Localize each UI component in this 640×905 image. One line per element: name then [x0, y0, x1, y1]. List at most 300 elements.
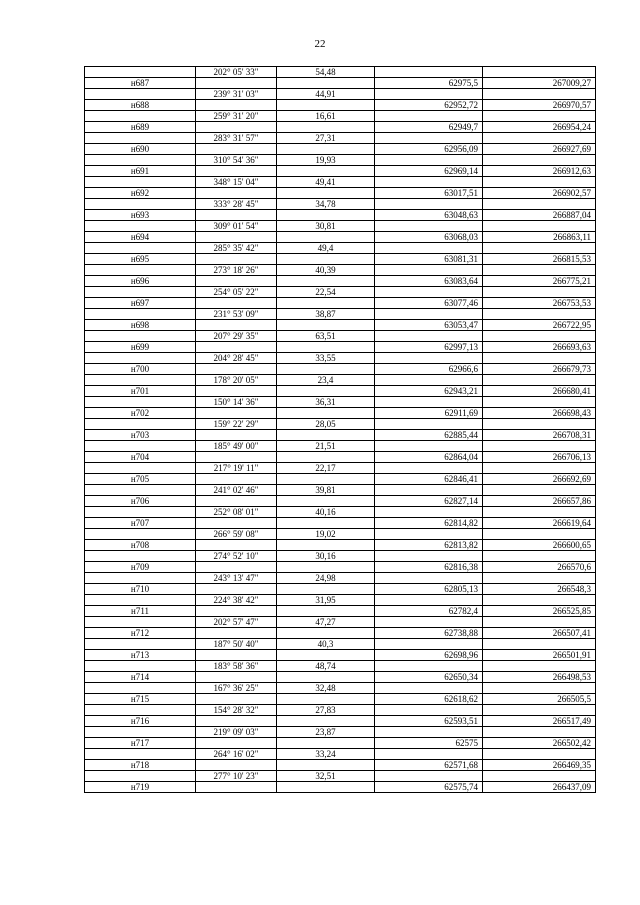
point-x: 63048,63	[375, 210, 483, 221]
segment-distance: 36,31	[277, 397, 375, 408]
point-angle-cell	[196, 78, 277, 89]
segment-x-cell	[375, 287, 483, 298]
segment-angle: 243° 13' 47"	[196, 573, 277, 584]
point-row	[85, 584, 596, 595]
point-y: 266863,11	[483, 232, 596, 243]
segment-row	[85, 221, 596, 232]
segment-angle: 231° 53' 09"	[196, 309, 277, 320]
segment-x-cell	[375, 331, 483, 342]
segment-angle: 239° 31' 03"	[196, 89, 277, 100]
point-x: 62814,82	[375, 518, 483, 529]
segment-distance: 39,81	[277, 485, 375, 496]
segment-distance: 34,78	[277, 199, 375, 210]
segment-y-cell	[483, 89, 596, 100]
point-name: н700	[85, 364, 196, 375]
point-distance-cell	[277, 210, 375, 221]
point-name: н694	[85, 232, 196, 243]
segment-angle: 252° 08' 01"	[196, 507, 277, 518]
segment-x-cell	[375, 111, 483, 122]
segment-y-cell	[483, 573, 596, 584]
point-y: 266775,21	[483, 276, 596, 287]
point-angle-cell	[196, 210, 277, 221]
segment-distance: 49,41	[277, 177, 375, 188]
segment-distance: 22,17	[277, 463, 375, 474]
point-angle-cell	[196, 452, 277, 463]
point-angle-cell	[196, 716, 277, 727]
point-x: 62575,74	[375, 782, 483, 793]
segment-y-cell	[483, 727, 596, 738]
segment-x-cell	[375, 199, 483, 210]
point-name: н687	[85, 78, 196, 89]
segment-x-cell	[375, 375, 483, 386]
point-distance-cell	[277, 694, 375, 705]
point-name: н691	[85, 166, 196, 177]
point-x: 63081,31	[375, 254, 483, 265]
segment-x-cell	[375, 155, 483, 166]
point-angle-cell	[196, 430, 277, 441]
point-y: 266698,43	[483, 408, 596, 419]
point-y: 266502,42	[483, 738, 596, 749]
point-row	[85, 738, 596, 749]
point-name: н701	[85, 386, 196, 397]
point-angle-cell	[196, 122, 277, 133]
point-x: 62885,44	[375, 430, 483, 441]
segment-row	[85, 331, 596, 342]
segment-x-cell	[375, 67, 483, 78]
point-y: 266525,85	[483, 606, 596, 617]
segment-y-cell	[483, 155, 596, 166]
point-row	[85, 540, 596, 551]
segment-angle: 264° 16' 02"	[196, 749, 277, 760]
point-distance-cell	[277, 408, 375, 419]
segment-point-cell	[85, 529, 196, 540]
segment-point-cell	[85, 485, 196, 496]
point-x: 62575	[375, 738, 483, 749]
segment-distance: 30,81	[277, 221, 375, 232]
segment-distance: 27,31	[277, 133, 375, 144]
segment-row	[85, 67, 596, 78]
segment-angle: 150° 14' 36"	[196, 397, 277, 408]
segment-angle: 273° 18' 26"	[196, 265, 277, 276]
segment-x-cell	[375, 441, 483, 452]
point-row	[85, 408, 596, 419]
segment-point-cell	[85, 595, 196, 606]
segment-x-cell	[375, 463, 483, 474]
segment-distance: 31,95	[277, 595, 375, 606]
point-row	[85, 298, 596, 309]
point-distance-cell	[277, 606, 375, 617]
segment-point-cell	[85, 771, 196, 782]
point-x: 62864,04	[375, 452, 483, 463]
point-name: н705	[85, 474, 196, 485]
point-row	[85, 606, 596, 617]
segment-distance: 28,05	[277, 419, 375, 430]
segment-y-cell	[483, 221, 596, 232]
point-x: 62952,72	[375, 100, 483, 111]
point-y: 266517,49	[483, 716, 596, 727]
point-angle-cell	[196, 606, 277, 617]
point-name: н699	[85, 342, 196, 353]
point-angle-cell	[196, 144, 277, 155]
point-angle-cell	[196, 166, 277, 177]
point-row	[85, 430, 596, 441]
segment-y-cell	[483, 133, 596, 144]
point-x: 62813,82	[375, 540, 483, 551]
segment-distance: 23,87	[277, 727, 375, 738]
segment-row	[85, 727, 596, 738]
segment-x-cell	[375, 683, 483, 694]
point-row	[85, 254, 596, 265]
segment-angle: 254° 05' 22"	[196, 287, 277, 298]
point-distance-cell	[277, 144, 375, 155]
segment-angle: 187° 50' 40"	[196, 639, 277, 650]
segment-point-cell	[85, 309, 196, 320]
segment-x-cell	[375, 353, 483, 364]
segment-angle: 204° 28' 45"	[196, 353, 277, 364]
segment-point-cell	[85, 419, 196, 430]
segment-y-cell	[483, 331, 596, 342]
segment-row	[85, 419, 596, 430]
segment-y-cell	[483, 771, 596, 782]
point-row	[85, 100, 596, 111]
point-x: 62966,6	[375, 364, 483, 375]
point-name: н708	[85, 540, 196, 551]
segment-row	[85, 683, 596, 694]
point-distance-cell	[277, 672, 375, 683]
segment-y-cell	[483, 199, 596, 210]
segment-row	[85, 111, 596, 122]
point-row	[85, 452, 596, 463]
point-y: 266498,53	[483, 672, 596, 683]
point-y: 266501,91	[483, 650, 596, 661]
segment-y-cell	[483, 507, 596, 518]
segment-angle: 185° 49' 00"	[196, 441, 277, 452]
point-x: 62593,51	[375, 716, 483, 727]
segment-y-cell	[483, 683, 596, 694]
segment-y-cell	[483, 419, 596, 430]
point-angle-cell	[196, 364, 277, 375]
point-row	[85, 562, 596, 573]
point-name: н713	[85, 650, 196, 661]
point-name: н703	[85, 430, 196, 441]
segment-angle: 183° 58' 36"	[196, 661, 277, 672]
segment-angle: 259° 31' 20"	[196, 111, 277, 122]
segment-point-cell	[85, 265, 196, 276]
segment-y-cell	[483, 441, 596, 452]
point-name: н716	[85, 716, 196, 727]
segment-distance: 16,61	[277, 111, 375, 122]
segment-point-cell	[85, 441, 196, 452]
point-angle-cell	[196, 100, 277, 111]
segment-distance: 30,16	[277, 551, 375, 562]
segment-x-cell	[375, 485, 483, 496]
point-angle-cell	[196, 518, 277, 529]
segment-row	[85, 507, 596, 518]
point-row	[85, 716, 596, 727]
point-row	[85, 144, 596, 155]
point-x: 62943,21	[375, 386, 483, 397]
point-x: 63017,51	[375, 188, 483, 199]
segment-row	[85, 177, 596, 188]
point-distance-cell	[277, 562, 375, 573]
point-name: н702	[85, 408, 196, 419]
point-name: н695	[85, 254, 196, 265]
point-y: 266657,86	[483, 496, 596, 507]
point-y: 266679,73	[483, 364, 596, 375]
point-row	[85, 188, 596, 199]
segment-distance: 40,16	[277, 507, 375, 518]
segment-distance: 47,27	[277, 617, 375, 628]
segment-y-cell	[483, 749, 596, 760]
segment-x-cell	[375, 89, 483, 100]
coordinates-table	[84, 66, 596, 793]
point-name: н711	[85, 606, 196, 617]
point-angle-cell	[196, 342, 277, 353]
segment-x-cell	[375, 177, 483, 188]
point-x: 63053,47	[375, 320, 483, 331]
point-y: 266505,5	[483, 694, 596, 705]
point-row	[85, 760, 596, 771]
point-x: 62738,88	[375, 628, 483, 639]
segment-angle: 283° 31' 57"	[196, 133, 277, 144]
segment-y-cell	[483, 287, 596, 298]
point-name: н715	[85, 694, 196, 705]
point-distance-cell	[277, 584, 375, 595]
segment-row	[85, 155, 596, 166]
segment-point-cell	[85, 287, 196, 298]
point-x: 62956,09	[375, 144, 483, 155]
point-y: 266619,64	[483, 518, 596, 529]
segment-y-cell	[483, 551, 596, 562]
segment-x-cell	[375, 661, 483, 672]
point-y: 266469,35	[483, 760, 596, 771]
segment-point-cell	[85, 573, 196, 584]
segment-row	[85, 463, 596, 474]
point-name: н693	[85, 210, 196, 221]
point-x: 62969,14	[375, 166, 483, 177]
point-row	[85, 166, 596, 177]
point-angle-cell	[196, 320, 277, 331]
point-distance-cell	[277, 716, 375, 727]
segment-y-cell	[483, 661, 596, 672]
point-distance-cell	[277, 298, 375, 309]
point-name: н688	[85, 100, 196, 111]
segment-y-cell	[483, 617, 596, 628]
point-distance-cell	[277, 386, 375, 397]
point-name: н719	[85, 782, 196, 793]
segment-distance: 21,51	[277, 441, 375, 452]
segment-y-cell	[483, 177, 596, 188]
segment-y-cell	[483, 529, 596, 540]
segment-row	[85, 573, 596, 584]
point-distance-cell	[277, 540, 375, 551]
segment-row	[85, 133, 596, 144]
point-y: 266693,63	[483, 342, 596, 353]
segment-x-cell	[375, 133, 483, 144]
segment-point-cell	[85, 221, 196, 232]
segment-point-cell	[85, 683, 196, 694]
point-row	[85, 474, 596, 485]
point-name: н712	[85, 628, 196, 639]
point-distance-cell	[277, 78, 375, 89]
segment-point-cell	[85, 551, 196, 562]
segment-row	[85, 617, 596, 628]
segment-x-cell	[375, 749, 483, 760]
segment-distance: 32,51	[277, 771, 375, 782]
segment-angle: 219° 09' 03"	[196, 727, 277, 738]
point-y: 266970,57	[483, 100, 596, 111]
segment-distance: 19,93	[277, 155, 375, 166]
segment-y-cell	[483, 595, 596, 606]
segment-distance: 22,54	[277, 287, 375, 298]
point-name: н692	[85, 188, 196, 199]
point-angle-cell	[196, 672, 277, 683]
segment-x-cell	[375, 639, 483, 650]
point-y: 266954,24	[483, 122, 596, 133]
segment-row	[85, 199, 596, 210]
segment-row	[85, 551, 596, 562]
segment-row	[85, 485, 596, 496]
segment-row	[85, 595, 596, 606]
point-name: н697	[85, 298, 196, 309]
point-angle-cell	[196, 232, 277, 243]
point-distance-cell	[277, 166, 375, 177]
point-angle-cell	[196, 760, 277, 771]
point-row	[85, 78, 596, 89]
segment-distance: 32,48	[277, 683, 375, 694]
point-name: н714	[85, 672, 196, 683]
point-name: н689	[85, 122, 196, 133]
point-y: 266437,09	[483, 782, 596, 793]
point-name: н690	[85, 144, 196, 155]
segment-y-cell	[483, 463, 596, 474]
segment-angle: 217° 19' 11"	[196, 463, 277, 474]
point-angle-cell	[196, 474, 277, 485]
segment-point-cell	[85, 375, 196, 386]
segment-distance: 33,55	[277, 353, 375, 364]
segment-row	[85, 771, 596, 782]
segment-point-cell	[85, 177, 196, 188]
segment-distance: 27,83	[277, 705, 375, 716]
point-row	[85, 276, 596, 287]
point-angle-cell	[196, 188, 277, 199]
point-y: 266815,53	[483, 254, 596, 265]
segment-row	[85, 441, 596, 452]
point-y: 266680,41	[483, 386, 596, 397]
segment-point-cell	[85, 155, 196, 166]
segment-x-cell	[375, 705, 483, 716]
point-x: 62816,38	[375, 562, 483, 573]
point-row	[85, 342, 596, 353]
point-distance-cell	[277, 782, 375, 793]
segment-row	[85, 89, 596, 100]
segment-x-cell	[375, 221, 483, 232]
point-x: 62997,13	[375, 342, 483, 353]
segment-row	[85, 705, 596, 716]
segment-x-cell	[375, 573, 483, 584]
point-y: 266902,57	[483, 188, 596, 199]
segment-angle: 310° 54' 36"	[196, 155, 277, 166]
segment-point-cell	[85, 111, 196, 122]
segment-distance: 44,91	[277, 89, 375, 100]
segment-x-cell	[375, 595, 483, 606]
segment-x-cell	[375, 397, 483, 408]
segment-angle: 309° 01' 54"	[196, 221, 277, 232]
segment-point-cell	[85, 463, 196, 474]
point-y: 266548,3	[483, 584, 596, 595]
point-row	[85, 650, 596, 661]
segment-row	[85, 397, 596, 408]
segment-angle: 266° 59' 08"	[196, 529, 277, 540]
point-y: 267009,27	[483, 78, 596, 89]
point-y: 266722,95	[483, 320, 596, 331]
segment-point-cell	[85, 89, 196, 100]
point-distance-cell	[277, 254, 375, 265]
point-distance-cell	[277, 650, 375, 661]
point-y: 266507,41	[483, 628, 596, 639]
segment-distance: 24,98	[277, 573, 375, 584]
segment-distance: 54,48	[277, 67, 375, 78]
point-y: 266887,04	[483, 210, 596, 221]
segment-x-cell	[375, 507, 483, 518]
segment-point-cell	[85, 507, 196, 518]
segment-row	[85, 375, 596, 386]
point-angle-cell	[196, 562, 277, 573]
segment-x-cell	[375, 617, 483, 628]
segment-y-cell	[483, 705, 596, 716]
segment-row	[85, 661, 596, 672]
point-distance-cell	[277, 188, 375, 199]
segment-point-cell	[85, 67, 196, 78]
point-angle-cell	[196, 650, 277, 661]
point-distance-cell	[277, 452, 375, 463]
point-angle-cell	[196, 408, 277, 419]
point-y: 266600,65	[483, 540, 596, 551]
segment-point-cell	[85, 727, 196, 738]
point-distance-cell	[277, 122, 375, 133]
segment-distance: 19,02	[277, 529, 375, 540]
point-distance-cell	[277, 518, 375, 529]
point-name: н718	[85, 760, 196, 771]
segment-row	[85, 749, 596, 760]
segment-y-cell	[483, 265, 596, 276]
segment-angle: 159° 22' 29"	[196, 419, 277, 430]
point-angle-cell	[196, 782, 277, 793]
segment-distance: 63,51	[277, 331, 375, 342]
point-distance-cell	[277, 496, 375, 507]
point-name: н696	[85, 276, 196, 287]
segment-angle: 241° 02' 46"	[196, 485, 277, 496]
segment-x-cell	[375, 727, 483, 738]
segment-angle: 202° 05' 33"	[196, 67, 277, 78]
segment-point-cell	[85, 199, 196, 210]
point-angle-cell	[196, 628, 277, 639]
point-y: 266927,69	[483, 144, 596, 155]
point-name: н710	[85, 584, 196, 595]
segment-row	[85, 309, 596, 320]
segment-point-cell	[85, 331, 196, 342]
page-number: 22	[314, 38, 326, 50]
point-x: 62618,62	[375, 694, 483, 705]
segment-point-cell	[85, 705, 196, 716]
segment-angle: 285° 35' 42"	[196, 243, 277, 254]
point-row	[85, 210, 596, 221]
segment-x-cell	[375, 529, 483, 540]
point-x: 63083,64	[375, 276, 483, 287]
point-x: 62975,5	[375, 78, 483, 89]
point-row	[85, 672, 596, 683]
point-distance-cell	[277, 100, 375, 111]
